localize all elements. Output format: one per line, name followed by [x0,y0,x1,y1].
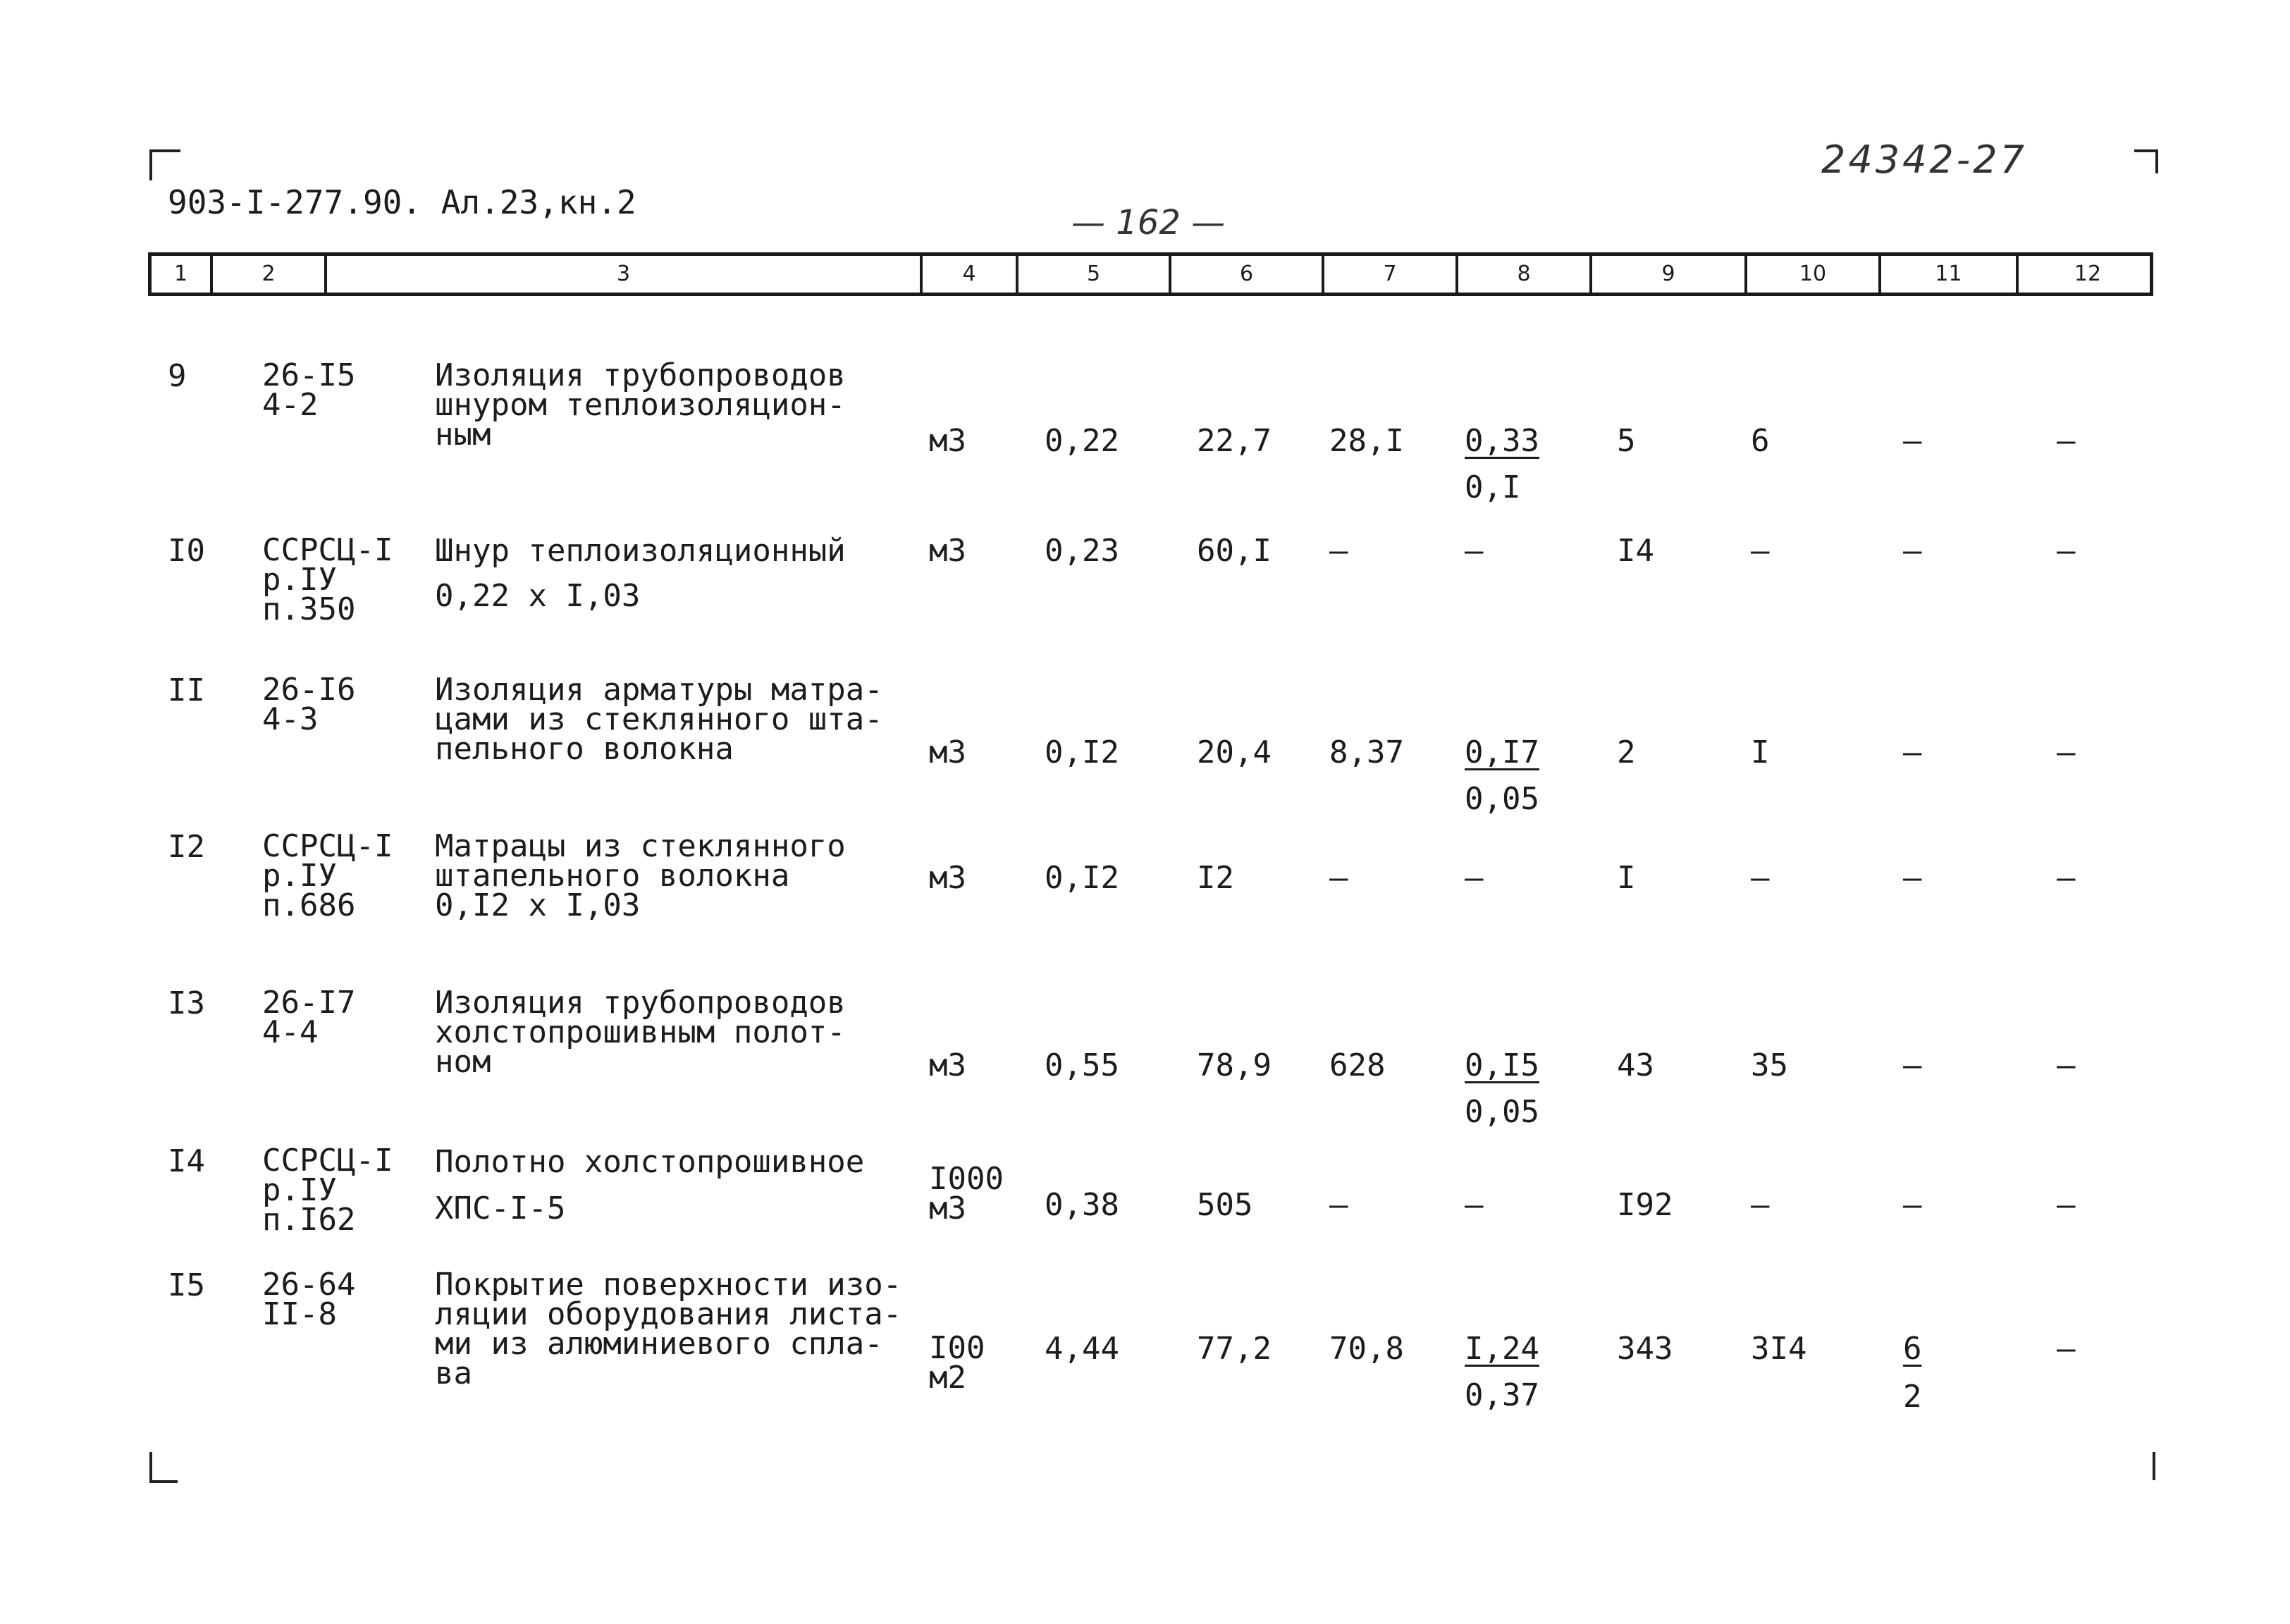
corner-mark-bottom-right [2153,1452,2155,1480]
col-12-value: – [2057,860,2076,896]
column-header: 3 [324,256,920,293]
col-10-value: I [1751,734,1770,770]
unit: м3 [929,734,966,770]
row-number: I4 [168,1143,205,1179]
norm-code: ССРСЦ-I р.IУ п.686 [262,828,393,923]
col-7-value: 628 [1329,1047,1386,1083]
work-description: Покрытие поверхности изо- ляции оборудования листа- ми из алюминиевого спла- ва [435,1267,902,1391]
quantity: 0,22 [1045,423,1119,459]
col-11-value: – [1903,533,1922,569]
column-header: 7 [1322,256,1455,293]
col-6-value: 60,I [1197,533,1272,569]
row-number: I0 [168,533,205,569]
work-description: Полотно холстопрошивное ХПС-I-5 [435,1144,865,1226]
norm-code: 26-I5 4-2 [262,357,356,423]
quantity: 0,23 [1045,533,1119,569]
col-12-value: – [2057,533,2076,569]
col-9-value: I92 [1617,1187,1673,1223]
column-header: 5 [1016,256,1169,293]
col-7-value: – [1329,860,1348,896]
work-description: Матрацы из стеклянного штапельного волокна 0,I2 x I,03 [435,828,846,923]
col-7-value: 70,8 [1329,1331,1404,1367]
col-8-top: 0,I7 [1465,734,1539,770]
col-9-value: 43 [1617,1047,1654,1083]
col-8-top: – [1465,860,1484,896]
unit: м3 [929,1047,966,1083]
column-header: 6 [1169,256,1322,293]
unit: м3 [929,860,966,896]
col-8-bottom: 0,I [1465,469,1521,505]
col-10-value: 35 [1751,1047,1788,1083]
col-11-bottom: 2 [1903,1379,1922,1415]
work-description: Изоляция арматуры матра- цами из стеклянного шта- пельного волокна [435,672,883,767]
col-8-bottom: 0,05 [1465,1094,1539,1130]
col-8-bottom: 0,37 [1465,1377,1539,1413]
row-number: I5 [168,1267,205,1303]
col-8-top: I,24 [1465,1331,1539,1367]
col-8-bottom: 0,05 [1465,781,1539,817]
col-11-value: – [1903,1187,1922,1223]
col-9-value: 343 [1617,1331,1673,1367]
column-header: 2 [210,256,324,293]
col-10-value: – [1751,860,1770,896]
work-description: Шнур теплоизоляционный 0,22 x I,03 [435,533,846,614]
unit: м3 [929,533,966,569]
col-6-value: I2 [1197,860,1234,896]
column-header: 12 [2016,256,2157,293]
col-8-top: – [1465,533,1484,569]
col-10-value: – [1751,1187,1770,1223]
row-number: 9 [168,358,187,394]
unit: I000 м3 [929,1161,1004,1226]
col-7-value: – [1329,533,1348,569]
col-8-top: 0,33 [1465,423,1539,459]
row-number: I3 [168,985,205,1021]
norm-code: 26-64 II-8 [262,1267,356,1332]
col-10-value: 3I4 [1751,1331,1807,1367]
work-description: Изоляция трубопроводов шнуром теплоизоляцион- ным [435,357,846,453]
col-11-value: 6 [1903,1331,1922,1367]
row-number: II [168,672,205,708]
quantity: 0,I2 [1045,860,1119,896]
page-number: — 162 — [1071,203,1226,242]
col-9-value: 2 [1617,734,1636,770]
handwritten-reference: 24342-27 [1821,137,2027,182]
quantity: 0,38 [1045,1187,1119,1223]
col-12-value: – [2057,734,2076,770]
column-header: 11 [1878,256,2016,293]
col-12-value: – [2057,423,2076,459]
corner-mark-bottom-left [149,1452,178,1483]
col-7-value: – [1329,1187,1348,1223]
col-11-value: – [1903,860,1922,896]
column-header: 10 [1744,256,1878,293]
corner-mark-top-left [149,149,180,180]
col-6-value: 22,7 [1197,423,1272,459]
col-10-value: 6 [1751,423,1770,459]
norm-code: 26-I7 4-4 [262,985,356,1050]
column-header: 1 [173,262,188,286]
col-6-value: 505 [1197,1187,1253,1223]
corner-mark-top-right [2134,149,2158,173]
norm-code: 26-I6 4-3 [262,672,356,737]
quantity: 0,I2 [1045,734,1119,770]
col-6-value: 20,4 [1197,734,1272,770]
norm-code: ССРСЦ-I р.IУ п.I62 [262,1143,393,1238]
col-7-value: 28,I [1329,423,1404,459]
col-12-value: – [2057,1187,2076,1223]
col-6-value: 78,9 [1197,1047,1272,1083]
column-header: 8 [1455,256,1589,293]
col-11-value: – [1903,1047,1922,1083]
col-10-value: – [1751,533,1770,569]
row-number: I2 [168,829,205,865]
unit: I00 м2 [929,1330,985,1396]
column-header-row [148,252,2153,296]
col-6-value: 77,2 [1197,1331,1272,1367]
col-8-top: – [1465,1187,1484,1223]
document-code: 903-I-277.90. Ал.23,кн.2 [168,183,636,221]
norm-code: ССРСЦ-I р.IУ п.350 [262,532,393,627]
col-12-value: – [2057,1047,2076,1083]
col-9-value: I4 [1617,533,1654,569]
unit: м3 [929,423,966,459]
col-7-value: 8,37 [1329,734,1404,770]
col-12-value: – [2057,1331,2076,1367]
col-11-value: – [1903,423,1922,459]
col-9-value: I [1617,860,1636,896]
column-header: 4 [920,256,1016,293]
column-header: 9 [1589,256,1744,293]
work-description: Изоляция трубопроводов холстопрошивным полот- ном [435,985,846,1080]
quantity: 4,44 [1045,1331,1119,1367]
col-9-value: 5 [1617,423,1636,459]
quantity: 0,55 [1045,1047,1119,1083]
col-8-top: 0,I5 [1465,1047,1539,1083]
col-11-value: – [1903,734,1922,770]
